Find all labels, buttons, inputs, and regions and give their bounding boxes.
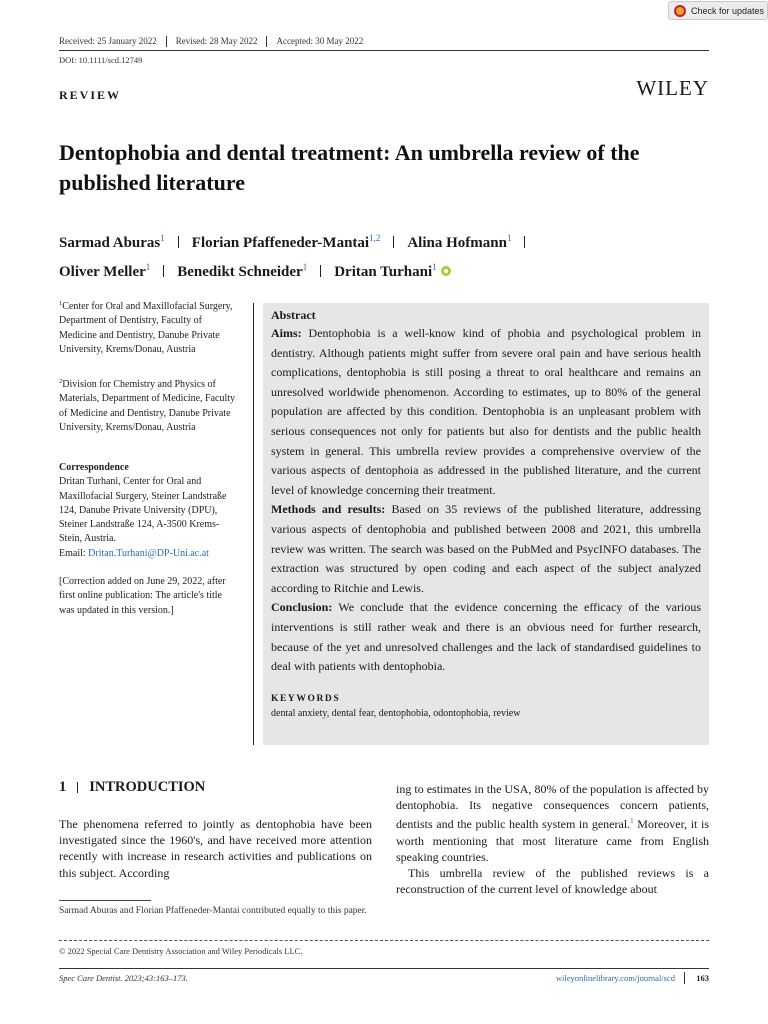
- author[interactable]: Oliver Meller$^1$: [59, 262, 151, 280]
- check-for-updates-button[interactable]: [668, 1, 768, 20]
- footnote: Sarmad Aburas and Florian Pfaffeneder-Mantai contributed equally to this paper.: [59, 906, 367, 916]
- article-title: Dentophobia and dental treatment: An umbrella review of the published literature: [59, 140, 640, 195]
- abstract-heading: Abstract: [271, 308, 316, 322]
- intro-left-column: The phenomena referred to jointly as dentophobia have been investigated since the 1960's, and have received more attention recently with increase in research activities and publications on this subject. According: [59, 817, 372, 880]
- author[interactable]: Dritan Turhani$^1$: [334, 262, 437, 280]
- crossmark-icon: [674, 5, 686, 17]
- received-date: Received: 25 January 2022: [59, 36, 157, 46]
- email-link[interactable]: Dritan.Turhani@DP-Uni.ac.at: [88, 547, 209, 559]
- section-label: REVIEW: [59, 88, 122, 102]
- footnote-divider: [59, 900, 151, 901]
- publisher-logo: WILEY: [636, 76, 709, 100]
- abstract-aims: Aims: Dentophobia is a well-know kind of phobia and psychological problem in dentistry. Although patients might suffer from severe oral pain and have serious health complications, dentophobia is still posing a threat to oral healthcare and remains an unresolved worldwide phenomenon. According to estimates, up to 80% of the general population are affected by this condition. Dentophobia is an unpleasant problem with serious consequences not only for patients but also for dentists and the public health system in general. This umbrella review provides a comprehensive overview of the various aspects of dentophoia as addressed in the published literature, and the current level of knowledge concerning their treatment.: [271, 326, 701, 497]
- author-separator: [320, 265, 321, 277]
- check-for-updates-label: Check for updates: [691, 5, 765, 16]
- section-title: INTRODUCTION: [89, 779, 206, 795]
- page-number: 163: [696, 973, 709, 983]
- author-separator: [393, 236, 394, 248]
- reference-link[interactable]: 1: [630, 817, 634, 826]
- correspondence: Correspondence Dritan Turhani, Center for Oral and Maxillofacial Surgery, Steiner Landstraße 124, Danube Private University (DPU), Steiner Landstraße 124, A-3500 Krems-Stein, Austria. Email: Dritan.Turhani@DP-Uni.ac.at: [59, 461, 239, 561]
- orcid-icon[interactable]: [441, 266, 451, 276]
- keywords-heading: KEYWORDS: [271, 693, 341, 704]
- author-separator: [524, 236, 525, 248]
- revised-date: Revised: 28 May 2022: [166, 36, 267, 47]
- doi: DOI: 10.1111/scd.12749: [59, 55, 143, 65]
- section-number: 1: [59, 779, 67, 795]
- abstract-box: [263, 303, 709, 745]
- heading-separator: [77, 782, 78, 793]
- author-separator: [178, 236, 179, 248]
- correspondence-heading: Correspondence: [59, 462, 129, 473]
- journal-citation: Spec Care Dentist. 2023;43:163–173.: [59, 973, 188, 983]
- affiliation-2: $^2$Division for Chemistry and Physics of Materials, Department of Medicine, Faculty of Medicine and Dentistry, Danube Private University, Krems/Donau, Austria: [59, 378, 236, 433]
- author[interactable]: Sarmad Aburas$^1$: [59, 233, 165, 251]
- keywords: dental anxiety, dental fear, dentophobia, odontophobia, review: [271, 707, 521, 719]
- intro-right-column: ing to estimates in the USA, 80% of the population is affected by dentophobia. Its negative consequences concern patients, dentists and the public health system in general.$^1$ Moreover, it is worth mentioning that most literature came from English speaking countries. This umbrella review of the published reviews is a reconstruction of the current level of knowledge about: [396, 782, 709, 897]
- section-heading: [59, 779, 205, 796]
- journal-link[interactable]: wileyonlinelibrary.com/journal/scd: [555, 973, 675, 983]
- footer-dashed-divider: [59, 940, 709, 941]
- accepted-date: Accepted: 30 May 2022: [266, 36, 372, 47]
- author-list: [59, 226, 709, 284]
- author[interactable]: Florian Pfaffeneder-Mantai$^{1,2}$: [191, 233, 381, 251]
- abstract-conclusion: Conclusion: We conclude that the evidence concerning the efficacy of the various interventions is still rather weak and there is an obvious need for further research, because of the yet and unresolved challenges and the lack of standardised guidelines to deal with patients with dentophobia.: [271, 600, 701, 674]
- correspondence-address: Dritan Turhani, Center for Oral and Maxillofacial Surgery, Steiner Landstraße 124, Danube Private University (DPU), Steiner Landstraße 124, A-3500 Krems-Stein, Austria.: [59, 476, 227, 545]
- author[interactable]: Benedikt Schneider$^1$: [177, 262, 308, 280]
- page-separator: [684, 972, 685, 984]
- header-divider: [59, 50, 709, 51]
- affiliation-1: $^1$Center for Oral and Maxillofacial Surgery, Department of Dentistry, Faculty of Medicine and Dentistry, Danube Private University, Krems/Donau, Austria: [59, 300, 233, 355]
- footer-divider: [59, 968, 709, 969]
- correction-note: [Correction added on June 29, 2022, after first online publication: The article's title was updated in this version.]: [59, 576, 226, 616]
- article-dates: [59, 36, 372, 47]
- author[interactable]: Alina Hofmann$^1$: [407, 233, 512, 251]
- column-divider: [253, 303, 254, 745]
- copyright: © 2022 Special Care Dentistry Association and Wiley Periodicals LLC.: [59, 946, 303, 956]
- author-separator: [163, 265, 164, 277]
- abstract-methods: Methods and results: Based on 35 reviews of the published literature, addressing various aspects of dentophobia and published between 2008 and 2021, this umbrella review was written. The search was based on the PubMed and PsycINFO databases. The extraction was structured by open coding and each aspect of the subject analyzed according to Ritchie and Lewis.: [271, 502, 701, 595]
